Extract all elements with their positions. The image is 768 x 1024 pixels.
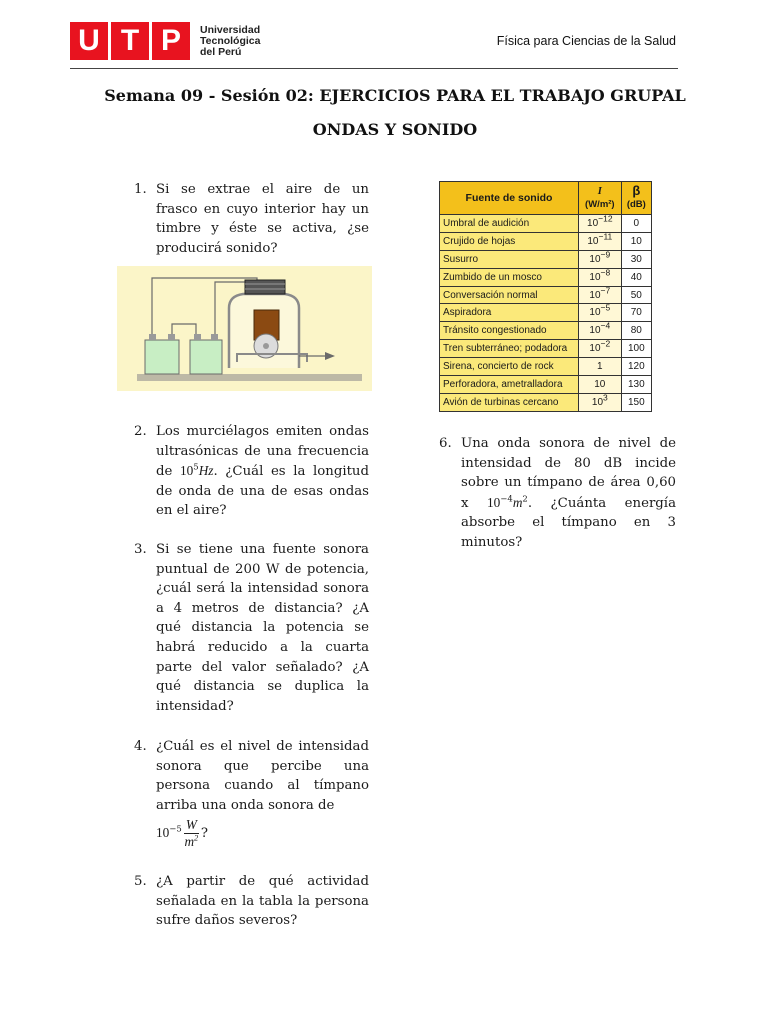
header-divider <box>70 68 678 69</box>
logo-letter-t: T <box>111 22 149 60</box>
intensity-cell: $10^3$ <box>579 393 622 411</box>
intensity-cell: $10^{-11}$ <box>579 232 622 250</box>
intensity-expression: $10^{-5}$ $\frac{W}{m^2}$ ? <box>156 817 209 850</box>
question-number: 3. <box>134 542 147 557</box>
header-source: Fuente de sonido <box>440 182 579 215</box>
question-text: Los murciélagos emiten ondas ultrasónicas de una frecuencia de $10^5Hz$. ¿Cuál es la longitud de onda de una de esas ondas en el aire? <box>156 424 370 519</box>
question-4 <box>134 737 369 850</box>
question-text: Una onda sonora de nivel de intensidad de 80 dB incide sobre un tímpano de área 0,60 x $10^{-4}m^2$. ¿Cuánta energía absorbe el tímpano en 3 minutos? <box>461 436 676 550</box>
source-cell: Susurro <box>440 250 579 268</box>
question-text: ¿Cuál es el nivel de intensidad sonora que percibe una persona cuando al tímpano arriba una onda sonora de <box>156 739 369 813</box>
level-cell: 120 <box>621 358 651 376</box>
table-header-row <box>440 182 652 215</box>
intensity-cell: $10^{-4}$ <box>579 322 622 340</box>
source-cell: Tránsito congestionado <box>440 322 579 340</box>
area-unit: m <box>512 494 523 510</box>
frequency-unit: Hz <box>198 463 214 479</box>
table-row <box>440 232 652 250</box>
intensity-fraction: $\frac{W}{m^2}$ <box>184 817 199 850</box>
table-row <box>440 358 652 376</box>
source-cell: Perforadora, ametralladora <box>440 376 579 394</box>
level-cell: 130 <box>621 376 651 394</box>
question-6 <box>439 434 676 553</box>
question-text: Si se tiene una fuente sonora puntual de 200 W de potencia, ¿cuál será la intensidad sonora a 4 metros de distancia? ¿A qué distancia la potencia se habrá reducido a la cuarta parte del valor señalado? ¿A qué distancia se duplica la intensidad? <box>156 542 369 714</box>
question-5 <box>134 872 369 931</box>
question-text: Si se extrae el aire de un frasco en cuyo interior hay un timbre y éste se activa, ¿se producirá sonido? <box>156 182 369 256</box>
page-title: Semana 09 - Sesión 02: EJERCICIOS PARA EL TRABAJO GRUPAL <box>104 86 686 105</box>
intensity-cell: 1 <box>579 358 622 376</box>
question-number: 5. <box>134 874 147 889</box>
base-platform <box>137 374 362 381</box>
electric-bell <box>254 310 279 358</box>
question-number: 4. <box>134 739 147 754</box>
level-cell: 70 <box>621 304 651 322</box>
table-body <box>440 215 652 412</box>
intensity-cell: $10^{-2}$ <box>579 340 622 358</box>
table-row <box>440 268 652 286</box>
logo-letter-p: P <box>152 22 190 60</box>
level-cell: 0 <box>621 215 651 233</box>
question-number: 2. <box>134 424 147 439</box>
sound-level-table <box>439 181 652 412</box>
area-base: 10 <box>486 494 501 510</box>
header-level: β (dB) <box>621 182 651 215</box>
level-cell: 100 <box>621 340 651 358</box>
bell-jar-figure <box>117 266 372 391</box>
table-row <box>440 322 652 340</box>
source-cell: Avión de turbinas cercano <box>440 393 579 411</box>
source-cell: Zumbido de un mosco <box>440 268 579 286</box>
utp-logo <box>70 22 260 60</box>
level-cell: 40 <box>621 268 651 286</box>
battery-right <box>190 334 222 374</box>
source-cell: Aspiradora <box>440 304 579 322</box>
table-row <box>440 340 652 358</box>
question-number: 1. <box>134 182 147 197</box>
frequency-exponent: 5 <box>193 462 199 473</box>
intensity-cell: $10^{-8}$ <box>579 268 622 286</box>
frequency-base: 10 <box>179 463 194 479</box>
table-row <box>440 215 652 233</box>
table-row <box>440 393 652 411</box>
intensity-cell: $10^{-9}$ <box>579 250 622 268</box>
question-2 <box>134 422 370 521</box>
question-3 <box>134 540 369 716</box>
source-cell: Crujido de hojas <box>440 232 579 250</box>
table-row <box>440 250 652 268</box>
battery-left <box>145 334 179 374</box>
table-row <box>440 376 652 394</box>
question-1 <box>134 180 369 258</box>
level-cell: 10 <box>621 232 651 250</box>
source-cell: Umbral de audición <box>440 215 579 233</box>
source-cell: Conversación normal <box>440 286 579 304</box>
header-intensity: I (W/m²) <box>579 182 622 215</box>
level-cell: 150 <box>621 393 651 411</box>
level-cell: 50 <box>621 286 651 304</box>
table-row <box>440 304 652 322</box>
logo-university-name: Universidad Tecnológica del Perú <box>200 23 261 58</box>
intensity-cell: $10^{-7}$ <box>579 286 622 304</box>
question-text: ¿A partir de qué actividad señalada en la tabla la persona sufre daños severos? <box>156 874 369 929</box>
level-cell: 80 <box>621 322 651 340</box>
intensity-cell: $10^{-5}$ <box>579 304 622 322</box>
course-name: Física para Ciencias de la Salud <box>496 34 676 48</box>
table-row <box>440 286 652 304</box>
intensity-cell: $10^{-12}$ <box>579 215 622 233</box>
page-subtitle: ONDAS Y SONIDO <box>312 120 478 139</box>
source-cell: Sirena, concierto de rock <box>440 358 579 376</box>
source-cell: Tren subterráneo; podadora <box>440 340 579 358</box>
intensity-cell: 10 <box>579 376 622 394</box>
logo-letter-u: U <box>70 22 108 60</box>
level-cell: 30 <box>621 250 651 268</box>
area-exponent: −4 <box>500 494 513 505</box>
question-number: 6. <box>439 436 452 451</box>
